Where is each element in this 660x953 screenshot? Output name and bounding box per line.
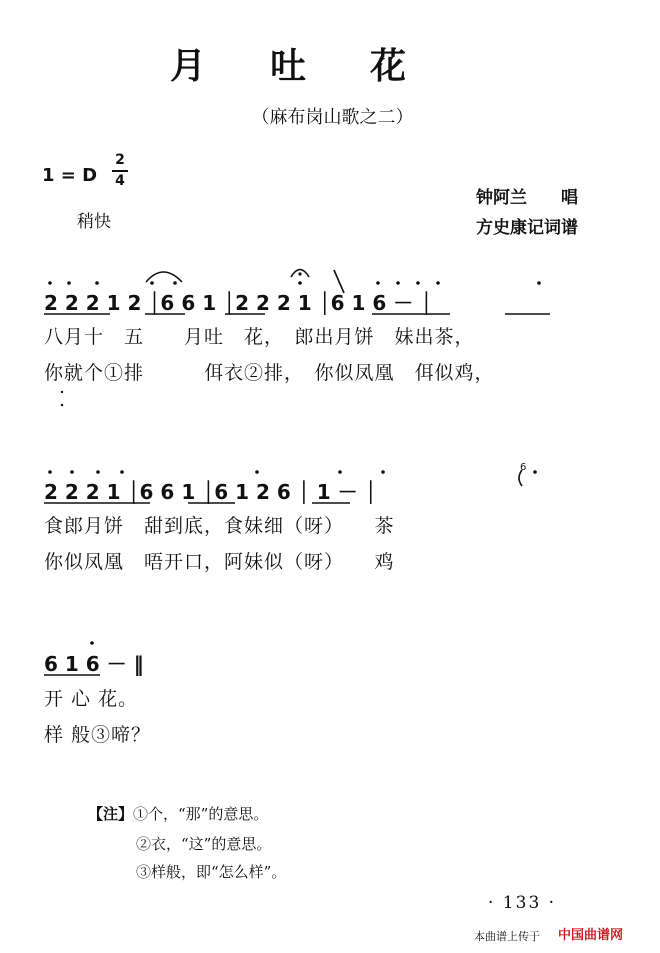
- key-signature: 1 = D: [42, 165, 98, 186]
- footer-text: 本曲谱上传于: [474, 930, 540, 943]
- footnote-text-1: ①个，“那”的意思。: [133, 805, 269, 823]
- lyrics-line-2-verse-1: 食郎月饼 甜到底，食妹细（呀） 茶: [44, 515, 395, 537]
- footnote-label: 【注】: [88, 805, 134, 823]
- notation-line-3: 6 1 6 － ‖: [44, 652, 144, 676]
- meter-top: 2: [115, 152, 125, 168]
- lyrics-line-1-verse-2: 你就个①排 佴衣②排， 你似凤凰 佴似鸡，: [44, 362, 495, 384]
- svg-text:6: 6: [520, 462, 527, 473]
- site-logo: 中国曲谱网: [558, 928, 624, 943]
- notation-line-2: 2 2 2 1 │6 6 1 │6 1 2 6 │ 1 － │: [44, 480, 377, 504]
- page-number: · 133 ·: [488, 893, 557, 913]
- footnote-2: ②衣，“这”的意思。: [136, 835, 272, 853]
- footnote-1: [88, 803, 268, 824]
- page-title: 月吐花: [169, 46, 470, 87]
- lyrics-line-2-verse-2: 你似凤凰 唔开口，阿妹似（呀） 鸡: [44, 551, 395, 573]
- subtitle: （麻布岗山歌之二）: [251, 107, 414, 128]
- notation-line-1: 2 2 2 1 2 │6 6 1 │2 2 2 1 │6 1 6 － │: [44, 291, 433, 315]
- lyrics-line-3-verse-1: 开 心 花。: [44, 688, 139, 710]
- lyrics-line-3-verse-2: 样 般③啼？: [44, 724, 152, 746]
- meter-bottom: 4: [115, 173, 125, 189]
- transcriber-credit: 方史康记词谱: [476, 218, 578, 238]
- footnote-3: ③样般，即“怎么样”。: [136, 863, 287, 881]
- lyrics-line-1-verse-1: 八月十 五 月吐 花， 郎出月饼 妹出茶，: [44, 326, 475, 348]
- singer-credit: 钟阿兰 唱: [476, 188, 578, 208]
- tempo-marking: 稍快: [77, 212, 111, 232]
